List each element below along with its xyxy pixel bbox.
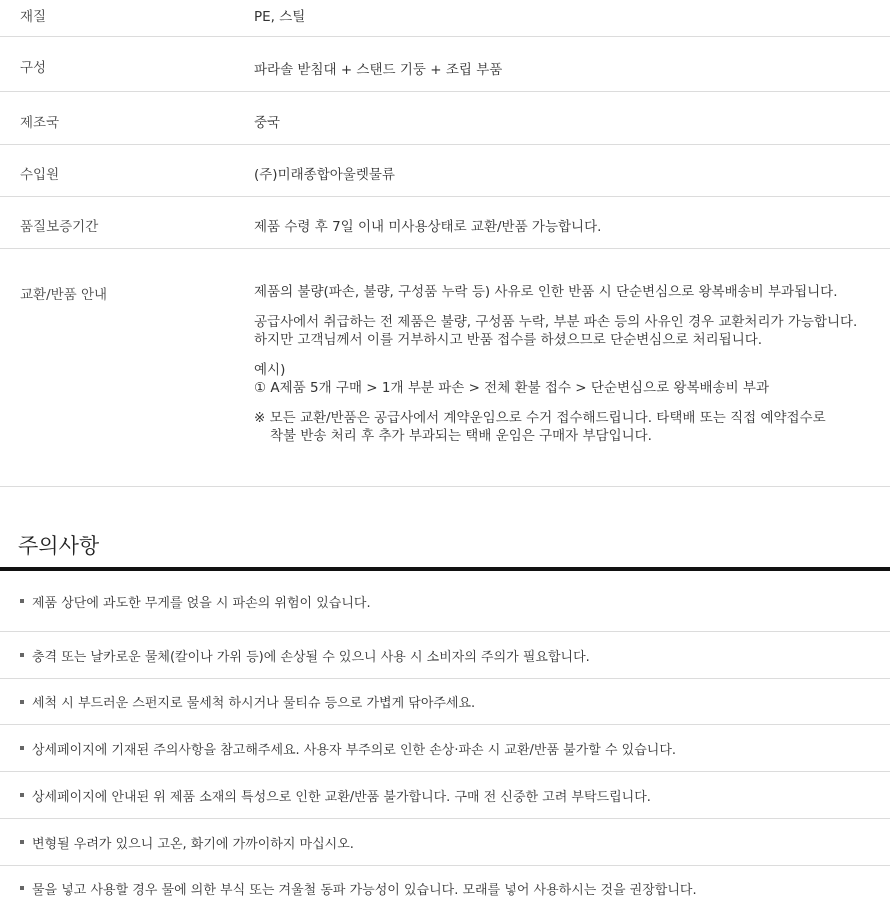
notice-text: 제품 상단에 과도한 무게를 얹을 시 파손의 위험이 있습니다. bbox=[32, 595, 371, 611]
bullet-icon bbox=[20, 793, 24, 797]
policy-line: 예시) bbox=[254, 362, 286, 378]
spec-label: 교환/반품 안내 bbox=[20, 287, 108, 303]
bullet-icon bbox=[20, 746, 24, 750]
spec-row-country bbox=[0, 92, 890, 145]
spec-row-warranty bbox=[0, 197, 890, 249]
notice-text: 물을 넣고 사용할 경우 물에 의한 부식 또는 겨울철 동파 가능성이 있습니다. 모래를 넣어 사용하시는 것을 권장합니다. bbox=[32, 882, 697, 898]
notice-item bbox=[0, 772, 890, 819]
notice-text: 변형될 우려가 있으니 고온, 화기에 가까이하지 마십시오. bbox=[32, 836, 354, 852]
spec-label: 구성 bbox=[20, 60, 47, 76]
spec-row-composition bbox=[0, 37, 890, 92]
notice-text: 상세페이지에 기재된 주의사항을 참고해주세요. 사용자 부주의로 인한 손상·파손 시 교환/반품 불가할 수 있습니다. bbox=[32, 742, 677, 758]
notice-item bbox=[0, 679, 890, 725]
bullet-icon bbox=[20, 840, 24, 844]
spec-label: 품질보증기간 bbox=[20, 219, 99, 235]
return-policy-text bbox=[232, 249, 890, 486]
spec-row-importer bbox=[0, 145, 890, 197]
policy-line: 제품의 불량(파손, 불량, 구성품 누락 등) 사유로 인한 반품 시 단순변심으로 왕복배송비 부과됩니다. bbox=[254, 284, 838, 300]
notice-item bbox=[0, 725, 890, 772]
notice-list bbox=[0, 571, 890, 910]
notice-text: 세척 시 부드러운 스펀지로 물세척 하시거나 물티슈 등으로 가볍게 닦아주세요. bbox=[32, 696, 476, 711]
policy-line: ※ 모든 교환/반품은 공급사에서 계약운임으로 수거 접수해드립니다. 타택배 또는 직접 예약접수로 bbox=[254, 410, 826, 426]
notice-text: 상세페이지에 안내된 위 제품 소재의 특성으로 인한 교환/반품 불가합니다. 구매 전 신중한 고려 부탁드립니다. bbox=[32, 789, 651, 805]
bullet-icon bbox=[20, 700, 24, 704]
spec-value: PE, 스틸 bbox=[254, 9, 306, 25]
bullet-icon bbox=[20, 886, 24, 890]
notice-text: 충격 또는 날카로운 물체(칼이나 가위 등)에 손상될 수 있으니 사용 시 소비자의 주의가 필요합니다. bbox=[32, 649, 590, 665]
spec-label: 제조국 bbox=[20, 115, 60, 131]
notice-title: 주의사항 bbox=[18, 534, 100, 558]
policy-line: ① A제품 5개 구매 > 1개 부분 파손 > 전체 환불 접수 > 단순변심으로 왕복배송비 부과 bbox=[254, 380, 770, 396]
notice-item bbox=[0, 632, 890, 679]
spec-label: 수입원 bbox=[20, 167, 60, 183]
spec-row-return-policy bbox=[0, 249, 890, 487]
bullet-icon bbox=[20, 653, 24, 657]
spec-value: (주)미래종합아울렛물류 bbox=[254, 167, 395, 183]
policy-line: 공급사에서 취급하는 전 제품은 불량, 구성품 누락, 부분 파손 등의 사유인 경우 교환처리가 가능합니다. bbox=[254, 314, 858, 330]
spec-row-material bbox=[0, 0, 890, 37]
bullet-icon bbox=[20, 599, 24, 603]
spec-label: 재질 bbox=[20, 9, 47, 25]
policy-line: 착불 반송 처리 후 추가 부과되는 택배 운임은 구매자 부담입니다. bbox=[270, 428, 652, 444]
spec-value: 제품 수령 후 7일 이내 미사용상태로 교환/반품 가능합니다. bbox=[254, 219, 602, 235]
policy-line: 하지만 고객님께서 이를 거부하시고 반품 접수를 하셨으므로 단순변심으로 처리됩니다. bbox=[254, 332, 763, 348]
notice-item bbox=[0, 571, 890, 632]
notice-item bbox=[0, 866, 890, 910]
notice-item bbox=[0, 819, 890, 866]
spec-value: 파라솔 받침대 + 스탠드 기둥 + 조립 부품 bbox=[254, 62, 503, 78]
spec-value: 중국 bbox=[254, 115, 281, 131]
